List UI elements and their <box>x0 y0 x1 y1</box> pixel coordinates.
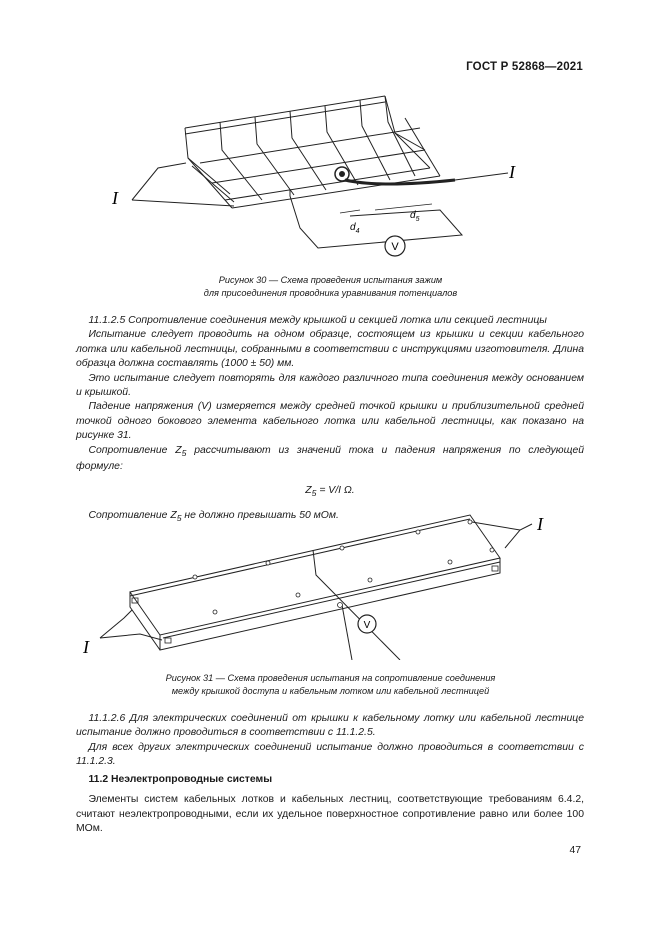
label-i-left: I <box>83 637 89 657</box>
figure-31-caption <box>0 672 661 698</box>
section-title: 11.1.2.5 Сопротивление соединения между крышкой и секцией лотка или секцией лестницы <box>88 315 547 326</box>
section-11-2 <box>76 773 584 837</box>
label-i-right: I <box>537 514 543 534</box>
section-11-1-2-6 <box>76 712 584 770</box>
figure-30-drawing <box>0 88 661 268</box>
caption-line-2: между крышкой доступа и кабельным лотком или кабельной лестницей <box>171 686 490 696</box>
label-i-right: I <box>509 162 515 182</box>
page-number: 47 <box>569 845 581 856</box>
caption-line-2: для присоединения проводника уравнивания потенциалов <box>203 288 458 298</box>
paragraph: Падение напряжения (V) измеряется между средней точкой крышки и приблизительной средней точкой одного бокового элемента кабельного лотка или кабельной лестницы, как показано на рисунке 31. <box>76 401 584 442</box>
paragraph: Испытание следует проводить на одном образце, состоящем из крышки и секции кабельного лотка или кабельной лестницы, собранными в соответствии с инструкциями изготовителя. Длина образца должна составлять (1000 ± 50) мм. <box>76 329 584 370</box>
voltmeter-label: V <box>363 620 371 631</box>
label-d4: $d_4$ <box>350 222 360 235</box>
paragraph: 11.1.2.6 Для электрических соединений от крышки к кабельному лотку или кабельной лестнице испытание должно проводиться в соответствии с 11.1.2.5. <box>76 713 584 739</box>
formula: $Z_5 = V/I$ Ω. <box>305 484 355 498</box>
section-11-1-2-5 <box>76 314 584 526</box>
paragraph: Это испытание следует повторять для каждого различного типа соединения между основанием и крышкой. <box>76 372 584 399</box>
label-d5: $d_5$ <box>410 210 420 223</box>
paragraph: Элементы систем кабельных лотков и кабельных лестниц, соответствующие требованиям 6.4.2, считают неэлектропроводными, если их удельное поверхностное сопротивление равно или более 100 МОм. <box>76 794 584 835</box>
paragraph: Для всех других электрических соединений испытание должно проводиться в соответствии с 11.1.2.3. <box>76 741 584 768</box>
voltmeter-label: V <box>391 241 399 253</box>
label-i-left: I <box>112 188 118 208</box>
section-title: 11.2 Неэлектропроводные системы <box>88 774 273 785</box>
caption-line-1: Рисунок 31 — Схема проведения испытания на сопротивление соединения <box>165 673 496 683</box>
figure-31-drawing <box>0 510 661 660</box>
paragraph: Сопротивление $Z_5$ не должно превышать 50 мОм. <box>88 510 339 524</box>
paragraph: Сопротивление $Z_5$ рассчитывают из значений тока и падения напряжения по следующей формуле: <box>76 444 585 473</box>
standard-header: ГОСТ Р 52868—2021 <box>466 61 583 73</box>
caption-line-1: Рисунок 30 — Схема проведения испытания зажим <box>218 275 443 285</box>
figure-30-caption <box>0 274 661 300</box>
